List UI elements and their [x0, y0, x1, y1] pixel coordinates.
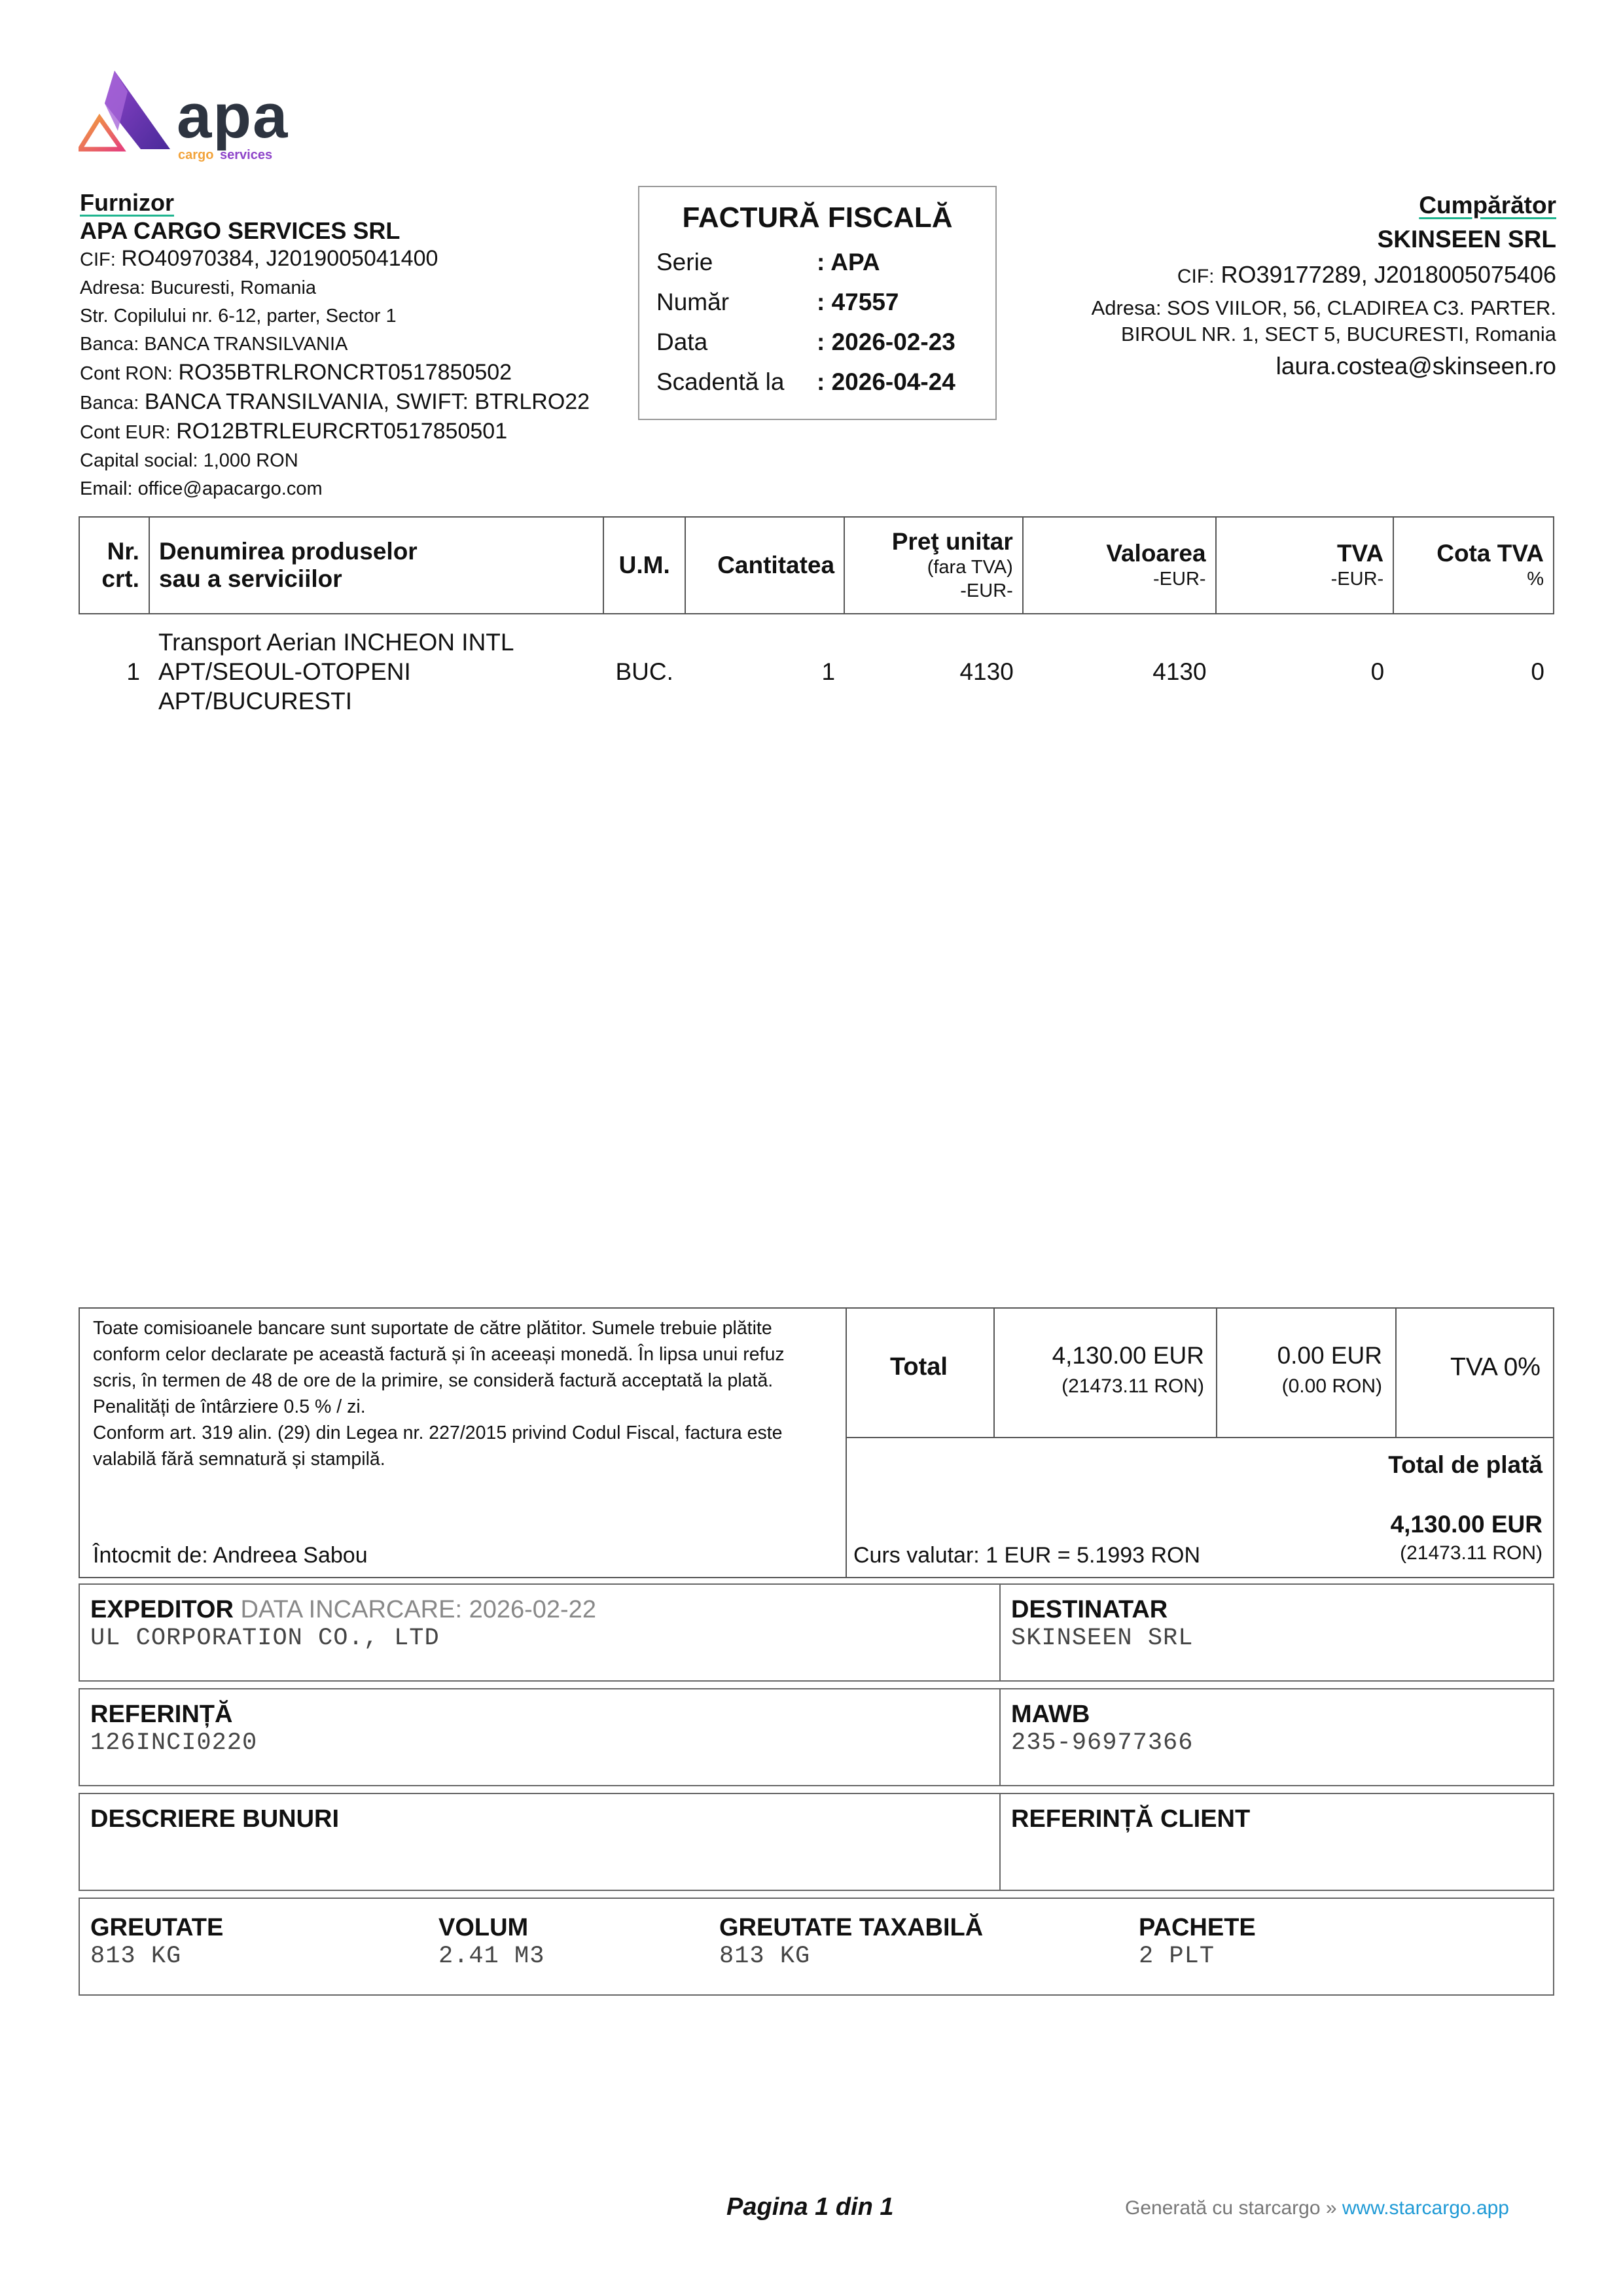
- total-vat: 0.00 EUR (0.00 RON): [1277, 1342, 1382, 1397]
- supplier-capital: Capital social: 1,000 RON: [80, 450, 298, 471]
- destinatar: DESTINATAR SKINSEEN SRL: [1011, 1596, 1194, 1652]
- page-number: Pagina 1 din 1: [726, 2193, 894, 2221]
- divider: [999, 1689, 1001, 1785]
- divider: [846, 1309, 847, 1577]
- cell-vat-rate: 0: [1531, 658, 1544, 685]
- company-logo: [79, 65, 327, 170]
- col-header-um: U.M.: [603, 517, 685, 614]
- goods-description: DESCRIERE BUNURI: [90, 1805, 340, 1833]
- volume: VOLUM 2.41 M3: [438, 1914, 545, 1970]
- supplier-email: Email: office@apacargo.com: [80, 478, 323, 499]
- supplier-bank-swift: Banca: BANCA TRANSILVANIA, SWIFT: BTRLRO22: [80, 389, 590, 414]
- cell-name: Transport Aerian INCHEON INTL APT/SEOUL-OTOPENI APT/BUCURESTI: [158, 629, 514, 715]
- items-table: [79, 516, 1554, 716]
- client-reference: REFERINȚĂ CLIENT: [1011, 1805, 1251, 1833]
- table-header-row: [79, 517, 1554, 614]
- payment-terms: Toate comisioanele bancare sunt suportate de către plătitor. Sumele trebuie plătite conform celor declarate pe această factură și în aceeași monedă. În lipsa unui refuz scris, în termen de 48 de ore de la primire, se consideră factură acceptată la plată. Penalități de întârziere 0.5 % / zi. Conform art. 319 alin. (29) din Legea nr. 227/2015 privind Codul Fiscal, factura este valabilă fără semnatură și stampilă.: [93, 1318, 785, 1470]
- cell-value: 4130: [1152, 658, 1207, 685]
- buyer-address-line2: BIROUL NR. 1, SECT 5, BUCURESTI, Romania: [1121, 323, 1556, 345]
- cell-vat: 0: [1370, 658, 1385, 685]
- col-header-price: Preţ unitar (fara TVA) -EUR-: [844, 517, 1023, 614]
- invoice-date: Data : 2026-02-23: [656, 328, 955, 355]
- generated-by: Generată cu starcargo » www.starcargo.app: [1125, 2197, 1509, 2219]
- col-header-value: Valoarea -EUR-: [1023, 517, 1216, 614]
- exchange-rate: Curs valutar: 1 EUR = 5.1993 RON: [853, 1543, 1201, 1568]
- amount-due: 4,130.00 EUR (21473.11 RON): [1390, 1511, 1543, 1564]
- shipment-weights-box: [79, 1898, 1554, 1996]
- buyer-label: Cumpărător: [1419, 192, 1556, 219]
- packages: PACHETE 2 PLT: [1139, 1914, 1256, 1970]
- invoice-due-date: Scadentă la : 2026-04-24: [656, 368, 955, 395]
- total-amount: 4,130.00 EUR (21473.11 RON): [1052, 1342, 1204, 1397]
- divider: [999, 1585, 1001, 1680]
- total-label: Total: [890, 1353, 948, 1381]
- logo-wordmark: apa: [177, 81, 289, 151]
- cell-nr: 1: [126, 658, 140, 685]
- taxable-weight: GREUTATE TAXABILĂ 813 KG: [719, 1914, 984, 1970]
- cell-um: BUC.: [615, 658, 673, 685]
- buyer-block: [967, 188, 1556, 385]
- vat-rate: TVA 0%: [1450, 1353, 1541, 1381]
- supplier-account-ron: Cont RON: RO35BTRLRONCRT0517850502: [80, 360, 512, 385]
- supplier-name: APA CARGO SERVICES SRL: [80, 217, 401, 244]
- logo-sub-services: services: [220, 148, 273, 162]
- cell-qty: 1: [821, 658, 836, 685]
- logo-sub-cargo: cargo: [178, 148, 214, 162]
- divider: [999, 1794, 1001, 1890]
- invoice-title: FACTURĂ FISCALĂ: [682, 202, 953, 234]
- col-header-qty: Cantitatea: [685, 517, 844, 614]
- table-row: [79, 614, 1554, 716]
- prepared-by: Întocmit de: Andreea Sabou: [93, 1543, 368, 1568]
- divider: [1216, 1309, 1217, 1438]
- col-header-vat-rate: Cota TVA %: [1393, 517, 1554, 614]
- shipment-parties-box: [79, 1583, 1554, 1682]
- supplier-cif: CIF: RO40970384, J2019005041400: [80, 246, 438, 271]
- cell-price: 4130: [959, 658, 1014, 685]
- supplier-street: Str. Copilului nr. 6-12, parter, Sector 1: [80, 306, 397, 327]
- buyer-email: laura.costea@skinseen.ro: [1275, 353, 1556, 380]
- supplier-block: [80, 188, 643, 503]
- col-header-nr: Nr. crt.: [79, 517, 149, 614]
- supplier-address: Adresa: Bucuresti, Romania: [80, 277, 317, 298]
- weight: GREUTATE 813 KG: [90, 1914, 224, 1970]
- supplier-account-eur: Cont EUR: RO12BTRLEURCRT0517850501: [80, 419, 508, 444]
- reference: REFERINȚĂ 126INCI0220: [90, 1701, 258, 1757]
- buyer-address-line1: Adresa: SOS VIILOR, 56, CLADIREA C3. PARTER.: [1091, 296, 1556, 319]
- shipment-description-box: [79, 1793, 1554, 1891]
- col-header-name: Denumirea produselor sau a serviciilor: [149, 517, 603, 614]
- supplier-bank: Banca: BANCA TRANSILVANIA: [80, 334, 348, 355]
- buyer-name: SKINSEEN SRL: [1377, 226, 1556, 253]
- expeditor: EXPEDITOR DATA INCARCARE: 2026-02-22 UL CORPORATION CO., LTD: [90, 1596, 596, 1652]
- load-date: DATA INCARCARE: 2026-02-22: [240, 1596, 596, 1623]
- starcargo-link[interactable]: www.starcargo.app: [1342, 2197, 1509, 2219]
- invoice-number: Număr : 47557: [656, 289, 899, 315]
- col-header-vat: TVA -EUR-: [1216, 517, 1394, 614]
- buyer-cif: CIF: RO39177289, J2018005075406: [1177, 261, 1556, 288]
- supplier-label: Furnizor: [80, 189, 174, 216]
- divider: [846, 1437, 1553, 1438]
- invoice-info-box: [638, 186, 997, 420]
- mawb: MAWB 235-96977366: [1011, 1701, 1194, 1757]
- amount-due-label: Total de plată: [1388, 1451, 1543, 1478]
- totals-block: [79, 1307, 1554, 1578]
- shipment-reference-box: [79, 1688, 1554, 1786]
- invoice-series: Serie : APA: [656, 249, 880, 275]
